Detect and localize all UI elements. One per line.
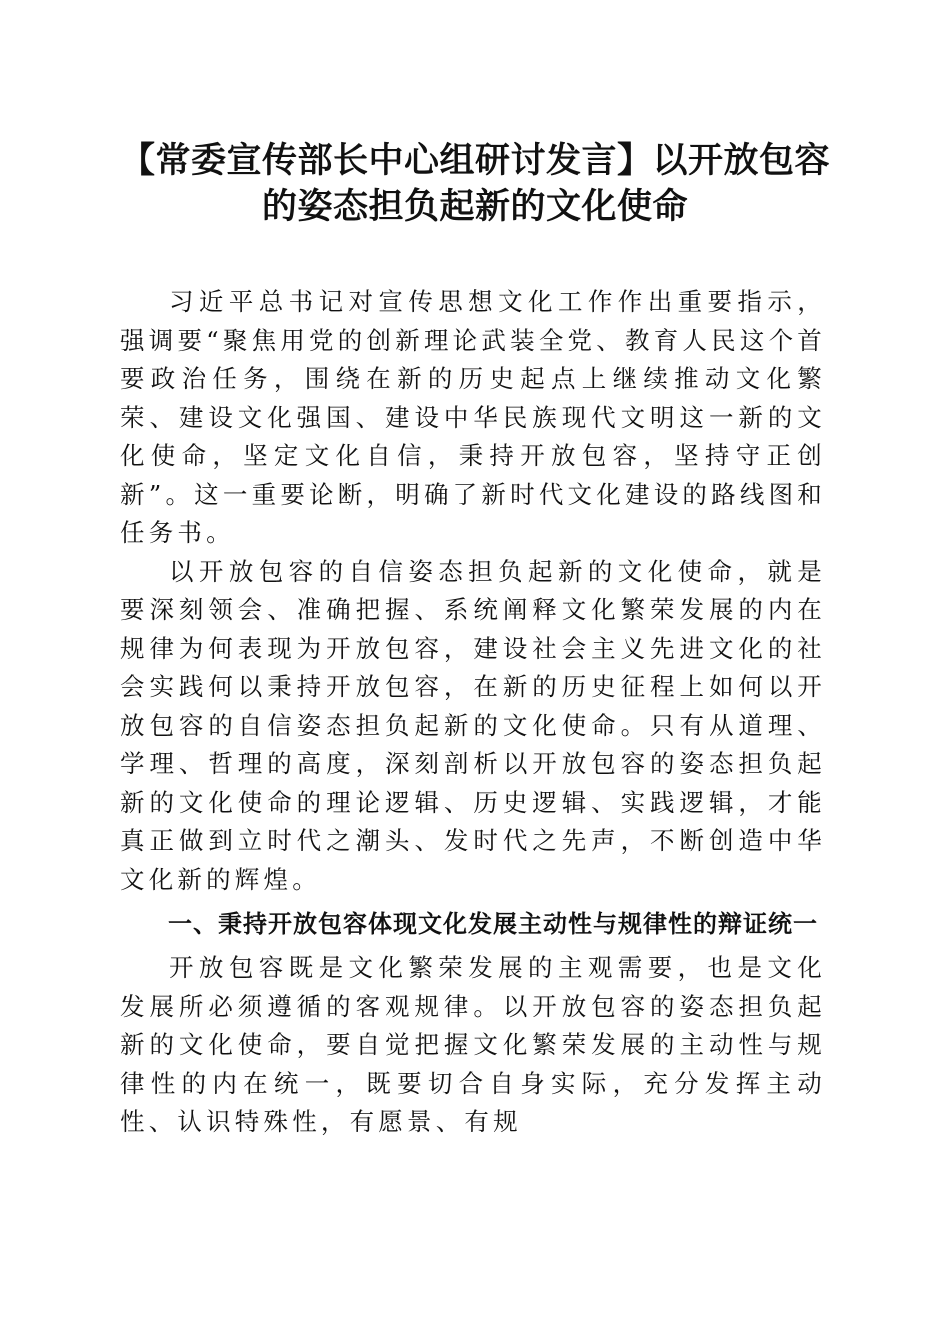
document-title <box>90 138 860 230</box>
paragraph-intro: 习近平总书记对宣传思想文化工作作出重要指示，强调要“聚焦用党的创新理论武装全党、教育人民这个首要政治任务，围绕在新的历史起点上继续推动文化繁荣、建设文化强国、建设中华民族现代文明这一新的文化使命，坚定文化自信，秉持开放包容，坚持守正创新”。这一重要论断，明确了新时代文化建设的路线图和任务书。 <box>120 287 826 547</box>
section-heading-1: 一、秉持开放包容体现文化发展主动性与规律性的辩证统一 <box>168 910 818 938</box>
document-body <box>120 283 826 1142</box>
paragraph-section-1: 开放包容既是文化繁荣发展的主观需要，也是文化发展所必须遵循的客观规律。以开放包容的姿态担负起新的文化使命，要自觉把握文化繁荣发展的主动性与规律性的内在统一，既要切合自身实际，充分发挥主动性、认识特殊性，有愿景、有规 <box>120 953 826 1136</box>
title-line-2: 的姿态担负起新的文化使命 <box>261 186 688 227</box>
paragraph-overview: 以开放包容的自信姿态担负起新的文化使命，就是要深刻领会、准确把握、系统阐释文化繁荣发展的内在规律为何表现为开放包容，建设社会主义先进文化的社会实践何以秉持开放包容，在新的历史征程上如何以开放包容的自信姿态担负起新的文化使命。只有从道理、学理、哲理的高度，深刻剖析以开放包容的姿态担负起新的文化使命的理论逻辑、历史逻辑、实践逻辑，才能真正做到立时代之潮头、发时代之先声，不断创造中华文化新的辉煌。 <box>120 556 826 894</box>
title-line-1: 【常委宣传部长中心组研讨发言】以开放包容 <box>119 140 830 181</box>
